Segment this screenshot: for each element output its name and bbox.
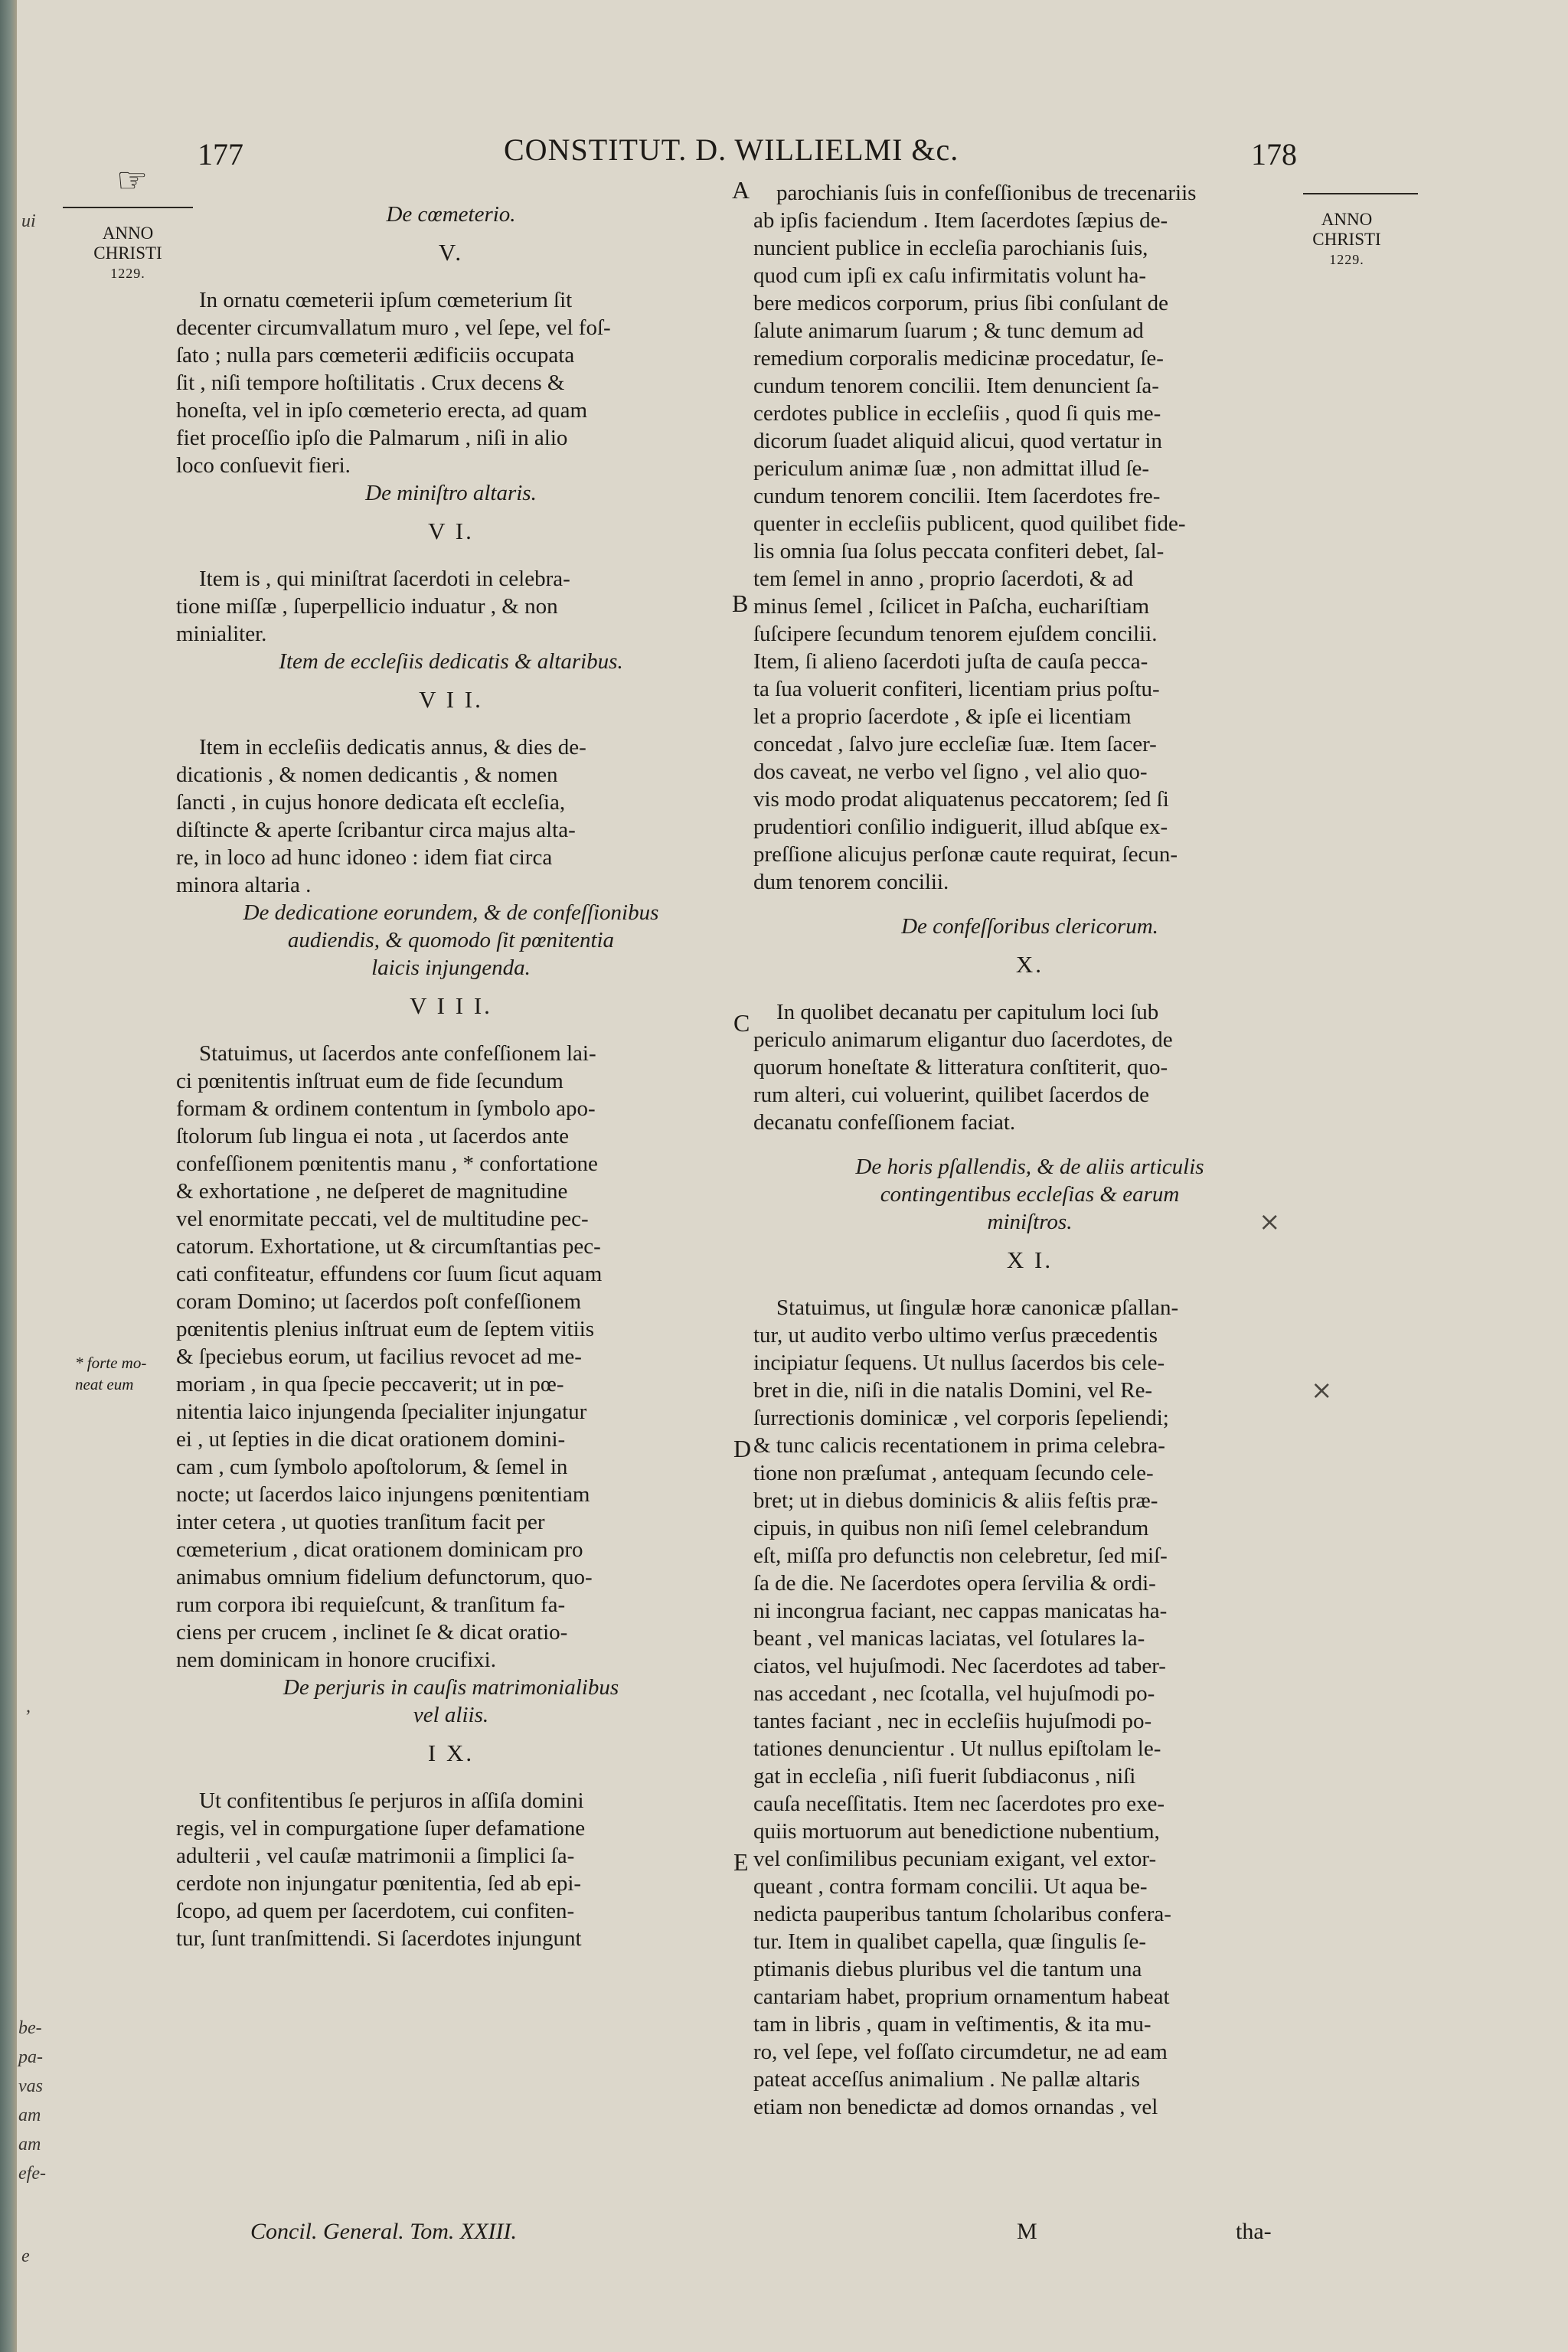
- text-line: gat in eccleſia , niſi fuerit ſubdiaconus , niſi: [753, 1764, 1136, 1788]
- text-line: parochianis ſuis in confeſſionibus de trecenariis: [776, 181, 1197, 205]
- section-number: X I.: [1006, 1246, 1054, 1273]
- text-line: Item, ſi alieno ſacerdoti juſta de cauſa pecca-: [753, 649, 1148, 674]
- margin-rule: [63, 207, 193, 208]
- text-line: regis, vel in compurgatione ſuper defamatione: [176, 1816, 586, 1841]
- heading-line: vel aliis.: [413, 1703, 489, 1727]
- text-line: quorum honeſtate & litteratura conſtiterit, quo-: [753, 1055, 1168, 1080]
- pencil-mark-icon: ×: [1259, 1207, 1281, 1237]
- heading-line: De dedicatione eorundem, & de confeſſionibus: [243, 900, 659, 925]
- text-line: decenter circumvallatum muro , vel ſepe, vel foſ-: [176, 315, 611, 340]
- text-line: ſuſcipere ſecundum tenorem ejuſdem concilii.: [753, 622, 1158, 646]
- heading-line: audiendis, & quomodo ſit pœnitentia: [287, 928, 615, 952]
- text-line: periculum animæ ſuæ , non admittat illud ſe-: [753, 456, 1150, 481]
- text-line: ſurrectionis dominicæ , vel corporis ſepeliendi;: [753, 1406, 1169, 1430]
- left-anno: [78, 224, 178, 283]
- paragraph: [753, 179, 1306, 896]
- prev-fragment: be-: [18, 2018, 42, 2038]
- text-line: cerdotes publice in eccleſiis , quod ſi quis me-: [753, 401, 1161, 426]
- paragraph: [176, 1040, 726, 1674]
- text-line: tur, ſunt tranſmittendi. Si ſacerdotes injungunt: [176, 1926, 582, 1951]
- pencil-mark-icon: ×: [1311, 1375, 1333, 1406]
- marginal-note: [75, 1352, 188, 1395]
- text-line: nas accedant , nec ſcotalla, vel hujuſmodi po-: [753, 1681, 1155, 1706]
- section-heading: De cœmeterio.: [386, 202, 516, 227]
- column-letter-a: A: [732, 176, 750, 204]
- text-line: ſit , niſi tempore hoſtilitatis . Crux decens &: [176, 371, 565, 395]
- text-line: preſſione alicujus perſonæ caute requirat, ſecun-: [753, 842, 1178, 867]
- text-line: let a proprio ſacerdote , & ipſe ei licentiam: [753, 704, 1132, 729]
- text-line: vis modo prodat aliquatenus peccatorem; ſed ſi: [753, 787, 1169, 812]
- text-line: queant , contra formam concilii. Ut aqua be-: [753, 1874, 1148, 1899]
- text-line: bret in die, niſi in die natalis Domini, vel Re-: [753, 1378, 1153, 1403]
- text-line: dicationis , & nomen dedicantis , & nomen: [176, 763, 558, 787]
- section-number: V I I.: [419, 686, 483, 713]
- text-line: formam & ordinem contentum in ſymbolo apo-: [176, 1096, 596, 1121]
- heading-line: miniſtros.: [987, 1210, 1073, 1234]
- text-line: ni incongrua faciant, nec cappas manicatas ha-: [753, 1599, 1168, 1623]
- text-line: & tunc calicis recentationem in prima celebra-: [753, 1433, 1165, 1458]
- right-page-number: 178: [1251, 137, 1297, 172]
- running-title: CONSTITUT. D. WILLIELMI &c.: [504, 132, 959, 167]
- text-line: cipuis, in quibus non niſi ſemel celebrandum: [753, 1516, 1149, 1540]
- left-column: [176, 201, 726, 1952]
- text-line: incipiatur ſequens. Ut nullus ſacerdos bis cele-: [753, 1351, 1165, 1375]
- text-line: cerdote non injungatur pœnitentia, ſed ab epi-: [176, 1871, 582, 1896]
- text-line: pœnitentis plenius inſtruat eum de ſeptem vitiis: [176, 1317, 595, 1341]
- section-heading: [176, 899, 726, 982]
- text-line: decanatu confeſſionem faciat.: [753, 1110, 1016, 1135]
- right-column: [753, 179, 1306, 2121]
- text-line: rum corpora ibi requieſcunt, & tranſitum fa-: [176, 1592, 566, 1617]
- text-line: dicorum ſuadet aliquid alicui, quod vertatur in: [753, 429, 1162, 453]
- section-heading: [753, 1153, 1306, 1236]
- signature-mark: M: [1017, 2219, 1037, 2244]
- prev-fragment: pa-: [18, 2047, 43, 2067]
- paragraph: [176, 1787, 726, 1952]
- text-line: cundum tenorem concilii. Item denuncient ſa-: [753, 374, 1159, 398]
- text-line: ſancti , in cujus honore dedicata eſt eccleſia,: [176, 790, 566, 815]
- anno-year: 1229.: [1329, 252, 1364, 267]
- text-line: dum tenorem concilii.: [753, 870, 949, 894]
- text-line: moriam , in qua ſpecie peccaverit; ut in pœ-: [176, 1372, 564, 1396]
- column-letter-d: D: [733, 1435, 752, 1462]
- left-page-number: 177: [198, 137, 243, 172]
- anno-word: ANNO: [1321, 210, 1373, 229]
- text-line: Item is , qui miniſtrat ſacerdoti in celebra-: [199, 567, 570, 591]
- section-number: V I I I.: [410, 992, 492, 1019]
- text-line: tur. Item in qualibet capella, quæ ſingulis ſe-: [753, 1929, 1147, 1954]
- prev-fragment: ui: [21, 211, 36, 231]
- text-line: & ſpeciebus eorum, ut facilius revocet ad me-: [176, 1344, 582, 1369]
- text-line: eſt, miſſa pro defunctis non celebretur, ſed miſ-: [753, 1544, 1168, 1568]
- text-line: honeſta, vel in ipſo cœmeterio erecta, ad quam: [176, 398, 588, 423]
- text-line: ciatos, vel hujuſmodi. Nec ſacerdotes ad taber-: [753, 1654, 1166, 1678]
- column-letter-e: E: [733, 1848, 749, 1876]
- footer-source: Concil. General. Tom. XXIII.: [250, 2219, 518, 2244]
- text-line: tam in libris , quam in veſtimentis, & ita mu-: [753, 2012, 1152, 2037]
- text-line: beant , vel manicas laciatas, vel ſotulares la-: [753, 1626, 1145, 1651]
- page-sheet: [17, 0, 1568, 2352]
- text-line: ſcopo, ad quem per ſacerdotem, cui confiten-: [176, 1899, 575, 1923]
- prev-fragment: e: [21, 2246, 30, 2266]
- text-line: cati confiteatur, effundens cor ſuum ſicut aquam: [176, 1262, 603, 1286]
- catchword: tha-: [1236, 2219, 1272, 2244]
- text-line: tationes denuncientur . Ut nullus epiſtolam le-: [753, 1736, 1161, 1761]
- text-line: tem ſemel in anno , proprio ſacerdoti, & ad: [753, 567, 1134, 591]
- text-line: minialiter.: [176, 622, 267, 646]
- text-line: ci pœnitentis inſtruat eum de fide ſecundum: [176, 1069, 564, 1093]
- text-line: ptimanis diebus pluribus vel die tantum una: [753, 1957, 1142, 1981]
- text-line: lis omnia ſua ſolus peccata confiteri debet, ſal-: [753, 539, 1165, 564]
- text-line: rum alteri, cui voluerint, quilibet ſacerdos de: [753, 1083, 1150, 1107]
- paragraph: [753, 1294, 1306, 2121]
- text-line: coram Domino; ut ſacerdos poſt confeſſionem: [176, 1289, 582, 1314]
- text-line: In quolibet decanatu per capitulum loci ſub: [776, 1000, 1159, 1024]
- paragraph: [176, 733, 726, 899]
- text-line: vel enormitate peccati, vel de multitudine pec-: [176, 1207, 589, 1231]
- text-line: minora altaria .: [176, 873, 312, 897]
- paragraph: [753, 998, 1306, 1136]
- text-line: cantariam habet, proprium ornamentum habeat: [753, 1984, 1170, 2009]
- section-number: X.: [1015, 951, 1044, 978]
- text-line: Statuimus, ut ſacerdos ante confeſſionem lai-: [199, 1041, 596, 1066]
- column-letter-b: B: [732, 590, 749, 617]
- text-line: confeſſionem pœnitentis manu , * confortatione: [176, 1152, 598, 1176]
- text-line: tantes faciant , nec in eccleſiis hujuſmodi po-: [753, 1709, 1152, 1733]
- prev-fragment: am: [18, 2105, 41, 2125]
- margin-rule-right: [1303, 193, 1418, 194]
- text-line: cundum tenorem concilii. Item ſacerdotes fre-: [753, 484, 1161, 508]
- text-line: nedicta pauperibus tantum ſcholaribus confera-: [753, 1902, 1171, 1926]
- text-line: In ornatu cœmeterii ipſum cœmeterium ſit: [199, 288, 573, 312]
- text-line: cœmeterium , dicat orationem dominicam pro: [176, 1537, 583, 1562]
- text-line: inter cetera , ut quoties tranſitum facit per: [176, 1510, 545, 1534]
- prev-fragment: am: [18, 2135, 41, 2154]
- section-heading: [176, 1674, 726, 1729]
- text-line: bret; ut in diebus dominicis & aliis feſtis præ-: [753, 1488, 1158, 1513]
- section-heading: Item de eccleſiis dedicatis & altaribus.: [279, 649, 623, 674]
- text-line: tione miſſæ , ſuperpellicio induatur , & non: [176, 594, 558, 619]
- text-line: animabus omnium fidelium defunctorum, quo-: [176, 1565, 593, 1589]
- section-number: V.: [438, 239, 464, 266]
- text-line: periculo animarum eligantur duo ſacerdotes, de: [753, 1027, 1173, 1052]
- text-line: nuncient publice in eccleſia parochianis ſuis,: [753, 236, 1148, 260]
- text-line: cauſa neceſſitatis. Item nec ſacerdotes pro exe-: [753, 1792, 1165, 1816]
- right-anno: [1297, 210, 1396, 270]
- text-line: catorum. Exhortatione, ut & circumſtantias pec-: [176, 1234, 601, 1259]
- text-line: re, in loco ad hunc idoneo : idem fiat circa: [176, 845, 553, 870]
- anno-christi: CHRISTI: [93, 243, 162, 263]
- text-line: remedium corporalis medicinæ procedatur, ſe-: [753, 346, 1164, 371]
- section-number: I X.: [427, 1740, 475, 1766]
- column-letter-c: C: [733, 1009, 750, 1037]
- text-line: nem dominicam in honore crucifixi.: [176, 1648, 496, 1672]
- text-line: vel conſimilibus pecuniam exigant, vel extor-: [753, 1847, 1157, 1871]
- text-line: adulterii , vel cauſæ matrimonii a ſimplici ſa-: [176, 1844, 575, 1868]
- note-line: neat eum: [75, 1375, 134, 1393]
- text-line: & exhortatione , ne deſperet de magnitudine: [176, 1179, 568, 1204]
- pointing-hand-icon: ☞: [116, 159, 149, 201]
- note-line: * forte mo-: [75, 1354, 147, 1372]
- text-line: dos caveat, ne verbo vel ſigno , vel alio quo-: [753, 760, 1148, 784]
- text-line: ſalute animarum ſuarum ; & tunc demum ad: [753, 318, 1144, 343]
- text-line: ſa de die. Ne ſacerdotes opera ſervilia & ordi-: [753, 1571, 1156, 1596]
- text-line: tur, ut audito verbo ultimo verſus præcedentis: [753, 1323, 1158, 1348]
- prev-fragment: efe-: [18, 2164, 46, 2184]
- text-line: cam , cum ſymbolo apoſtolorum, & ſemel in: [176, 1455, 568, 1479]
- anno-christi: CHRISTI: [1312, 230, 1381, 249]
- text-line: ei , ut ſepties in die dicat orationem domini-: [176, 1427, 566, 1452]
- text-line: prudentiori conſilio indiguerit, illud abſque ex-: [753, 815, 1168, 839]
- anno-year: 1229.: [110, 266, 145, 281]
- text-line: quod cum ipſi ex caſu infirmitatis volunt ha-: [753, 263, 1147, 288]
- text-line: loco conſuevit fieri.: [176, 453, 351, 478]
- text-line: nitentia laico injungenda ſpecialiter injungatur: [176, 1400, 587, 1424]
- text-line: ſtolorum ſub lingua ei nota , ut ſacerdos ante: [176, 1124, 570, 1148]
- text-line: ab ipſis faciendum . Item ſacerdotes ſæpius de-: [753, 208, 1168, 233]
- text-line: fiet proceſſio ipſo die Palmarum , niſi in alio: [176, 426, 568, 450]
- text-line: ſato ; nulla pars cœmeterii ædificiis occupata: [176, 343, 575, 368]
- prev-fragment: ,: [26, 1697, 31, 1717]
- text-line: nocte; ut ſacerdos laico injungens pœnitentiam: [176, 1482, 590, 1507]
- heading-line: De perjuris in cauſis matrimonialibus: [283, 1675, 619, 1700]
- paragraph: [176, 565, 726, 648]
- heading-line: contingentibus eccleſias & earum: [880, 1182, 1180, 1207]
- text-line: ro, vel ſepe, vel foſſato circumdetur, ne ad eam: [753, 2040, 1168, 2064]
- text-line: Item in eccleſiis dedicatis annus, & dies de-: [199, 735, 586, 760]
- text-line: etiam non benedictæ ad domos ornandas , vel: [753, 2095, 1158, 2119]
- section-heading: De miniſtro altaris.: [365, 481, 537, 505]
- text-line: Ut confitentibus ſe perjuros in aſſiſa domini: [199, 1788, 584, 1813]
- text-line: Statuimus, ut ſingulæ horæ canonicæ pſallan-: [776, 1295, 1179, 1320]
- heading-line: laicis injungenda.: [371, 956, 531, 980]
- text-line: concedat , ſalvo jure eccleſiæ ſuæ. Item ſacer-: [753, 732, 1157, 756]
- text-line: pateat acceſſus animalium . Ne pallæ altaris: [753, 2067, 1140, 2092]
- text-line: minus ſemel , ſcilicet in Paſcha, euchariſtiam: [753, 594, 1150, 619]
- text-line: bere medicos corporum, prius ſibi conſulant de: [753, 291, 1168, 315]
- book-gutter: [0, 0, 17, 2352]
- text-line: ciens per crucem , inclinet ſe & dicat oratio-: [176, 1620, 568, 1645]
- text-line: quenter in eccleſiis publicent, quod quilibet fide-: [753, 511, 1186, 536]
- text-line: quiis mortuorum aut benedictione nubentium,: [753, 1819, 1160, 1844]
- heading-line: De horis pſallendis, & de aliis articulis: [855, 1155, 1204, 1179]
- text-line: ta ſua voluerit confiteri, licentiam prius poſtu-: [753, 677, 1160, 701]
- anno-word: ANNO: [102, 224, 154, 243]
- paragraph: [176, 286, 726, 479]
- text-line: tione non præſumat , antequam ſecundo cele-: [753, 1461, 1154, 1485]
- section-heading: De confeſſoribus clericorum.: [901, 914, 1158, 939]
- prev-fragment: vas: [18, 2076, 43, 2096]
- text-line: diſtincte & aperte ſcribantur circa majus alta-: [176, 818, 576, 842]
- section-number: V I.: [428, 518, 474, 544]
